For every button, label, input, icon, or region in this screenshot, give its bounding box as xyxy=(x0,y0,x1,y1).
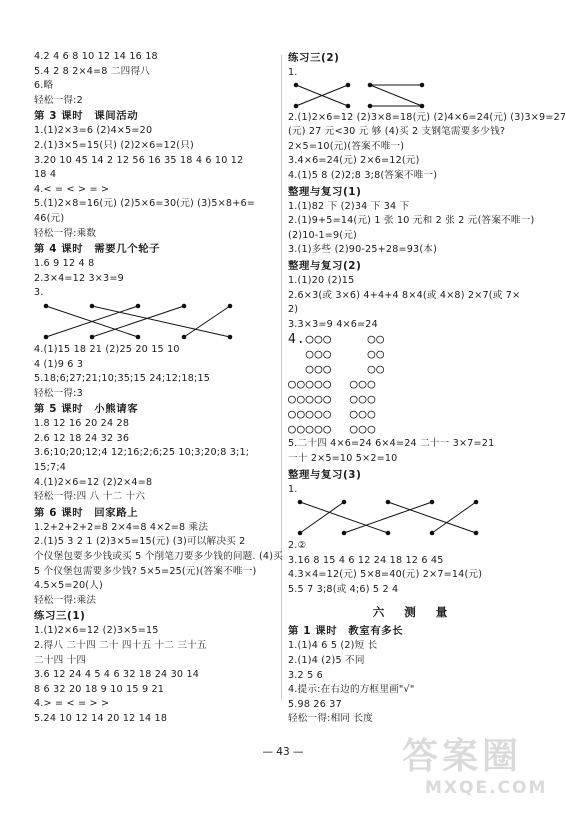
unit-title: 六 测 量 xyxy=(372,605,456,620)
answer-line: 2) xyxy=(288,304,299,316)
answer-line: 轻松一得:乘数 xyxy=(34,227,97,239)
end-dot xyxy=(294,82,299,87)
answer-line: 1.6 9 12 4 8 xyxy=(34,258,95,270)
top-dot xyxy=(136,304,141,309)
connector-line xyxy=(300,502,388,533)
answer-line: 3.(1)多些 (2)90-25+28=93(本) xyxy=(288,244,438,256)
connector-line xyxy=(432,502,476,533)
connector-line xyxy=(92,306,184,337)
answer-line: 4.(1)5 8 (2)2;8 3;8(答案不唯一) xyxy=(288,169,438,181)
matching-diagram-exercise3-2 xyxy=(288,81,538,111)
answer-line: 4 (1)9 6 3 xyxy=(34,358,84,370)
bottom-dot xyxy=(136,335,141,340)
answer-line: 2.3×4=12 3×3=9 xyxy=(34,272,124,284)
lesson-heading: 整理与复习(3) xyxy=(288,468,362,481)
answer-line: 轻松一得:相同 长度 xyxy=(288,713,374,725)
answer-line: 1.(1)82 下 (2)34 下 34 下 xyxy=(288,200,410,212)
end-dot xyxy=(346,82,351,87)
connector-line xyxy=(300,502,344,533)
top-dot xyxy=(474,500,479,505)
answer-line: 2.② xyxy=(288,540,307,552)
top-dot xyxy=(44,304,49,309)
answer-line: 一十 2×5=10 5×2=10 xyxy=(288,452,398,464)
answer-line: 5.98 26 37 xyxy=(288,698,342,710)
answer-line: 5 个仪堡包需要多少钱? 5×5=25(元)(答案不唯一) xyxy=(34,565,257,577)
lesson-heading: 练习三(2) xyxy=(288,52,340,64)
top-dot xyxy=(298,500,303,505)
answer-line: 4.(1)2×6=12 (2)2×4=8 xyxy=(34,476,153,488)
connector-line xyxy=(184,306,230,337)
answer-line: 1. xyxy=(288,67,298,78)
answer-line: 轻松一得:四 八 十二 十六 xyxy=(34,491,146,503)
matching-diagram-review3 xyxy=(288,497,538,539)
answer-line: (2)10-1=9(元) xyxy=(288,229,357,241)
answer-line: 2.(1)3×5=15(只) (2)2×6=12(只) xyxy=(34,139,194,151)
answer-line: 5.(1)2×8=16(元) (2)5×6=30(元) (3)5×8+6= xyxy=(34,198,255,210)
bottom-dot xyxy=(342,531,347,536)
answer-line: 个仪堡包要多少钱或买 5 个削笔刀要多少钱的问题. (4)买 xyxy=(34,551,283,563)
answer-line: 3.4×6=24(元) 2×6=12(元) xyxy=(288,155,420,167)
right-column xyxy=(288,50,566,727)
answer-line: 1.(1)2×3=6 (2)4×5=20 xyxy=(34,125,153,137)
answer-line: 3.20 10 45 14 2 12 56 16 35 18 4 6 10 12 xyxy=(34,154,244,166)
connector-line xyxy=(92,306,230,337)
end-dot xyxy=(346,103,351,108)
bottom-dot xyxy=(386,531,391,536)
answer-line: 2.(1)5 3 2 1 (2)3×5=15(元) (3)可以解决买 2 xyxy=(34,536,246,548)
top-dot xyxy=(430,500,435,505)
end-dot xyxy=(420,82,425,87)
answer-line: 1.(1)4 6 5 (2)短 长 xyxy=(288,640,378,652)
answer-line: 1.(1)20 (2)15 xyxy=(288,274,355,286)
lesson-heading: 第 1 课时 教室有多长 xyxy=(288,625,404,638)
connector-line xyxy=(344,502,432,533)
answer-line: 1. xyxy=(288,483,298,495)
answer-line: 轻松一得:3 xyxy=(34,387,83,399)
lesson-heading: 第 4 课时 需要几个轮子 xyxy=(34,243,161,256)
answer-line: 4.提示:在右边的方框里画"√" xyxy=(288,684,415,696)
answer-line: 2.(1)9+5=14(元) 1 张 10 元和 2 张 2 元(答案不唯一) xyxy=(288,215,535,227)
lesson-heading: 练习三(1) xyxy=(34,610,86,623)
top-dot xyxy=(182,304,187,309)
bottom-dot xyxy=(228,335,233,340)
answer-line: 2.得八 二十四 二十 四十五 十二 三十五 xyxy=(34,640,207,651)
watermark-logo: 答案圈 xyxy=(402,736,523,777)
answer-line: 3.2 5 6 xyxy=(288,669,323,681)
answer-line: 5.18;6;27;21;10;35;15 24;12;18;15 xyxy=(34,373,211,385)
left-column xyxy=(34,50,284,727)
connector-line xyxy=(388,502,476,533)
lesson-heading: 第 5 课时 小熊请客 xyxy=(34,403,139,416)
lesson-heading: 第 6 课时 回家路上 xyxy=(34,506,139,519)
bottom-dot xyxy=(90,335,95,340)
page-number: — 43 — xyxy=(262,746,304,758)
connector-line xyxy=(370,85,422,106)
watermark-url: MXQE.COM xyxy=(425,778,548,798)
answer-line: 15;7;4 xyxy=(34,462,67,474)
answer-line: 46(元) xyxy=(34,212,65,224)
top-dot xyxy=(90,304,95,309)
top-dot xyxy=(342,500,347,505)
bottom-dot xyxy=(430,531,435,536)
answer-line: 8 6 32 20 18 9 10 15 9 21 xyxy=(34,683,165,695)
answer-line: 3.16 8 15 4 6 12 24 18 12 6 45 xyxy=(288,554,444,566)
answer-line: 2.6 12 18 24 32 36 xyxy=(34,432,130,444)
answer-line: (元) 27 元<30 元 够 (4)买 2 支钢笔需要多少钱? xyxy=(288,126,506,138)
answer-line: 4.(1)15 18 21 (2)25 20 15 10 xyxy=(34,343,180,355)
top-dot xyxy=(386,500,391,505)
answer-line: 3.6 12 24 4 5 4 6 32 18 24 30 14 xyxy=(34,669,200,681)
answer-line: 3.6;10;20;12;4 12;16;2;6;25 10;3;20;8 3;1; xyxy=(34,447,250,459)
answer-line: 2.6×3(或 3×6) 4+4+4 8×4(或 4×8) 2×7(或 7× xyxy=(288,289,521,301)
bottom-dot xyxy=(44,335,49,340)
answer-line: 18 4 xyxy=(34,169,57,181)
circle-drawing-answer: 4.○○○ ○○ ○○○ ○○ ○○○ ○○ ○○○○○ ○○○ ○○○○○ ○○○ ○○○○○ ○○○ ○○○○○ ○○○ xyxy=(288,332,386,438)
answer-line: 5.4 2 8 2×4=8 二四得八 xyxy=(34,65,151,77)
answer-line: 1.(1)2×6=12 (2)3×5=15 xyxy=(34,625,159,637)
lesson-heading: 整理与复习(2) xyxy=(288,259,362,272)
lesson-heading: 第 3 课时 课间活动 xyxy=(34,110,139,123)
answer-line: 3. xyxy=(34,287,44,299)
end-dot xyxy=(420,103,425,108)
answer-line: 2×5=10(元)(答案不唯一) xyxy=(288,140,405,152)
end-dot xyxy=(294,103,299,108)
answer-line: 1.8 12 16 20 24 28 xyxy=(34,418,130,430)
answer-line: 4.< = < > = > xyxy=(34,183,110,195)
answer-line: 2.(1)2×6=12 (2)3×8=18(元) (2)4×6=24(元) (3)3×9=27 xyxy=(288,111,566,123)
answer-line: 4.> = < = > > xyxy=(34,698,110,710)
answer-line: 轻松一得:2 xyxy=(34,94,83,106)
answer-line: 5.24 10 12 14 20 12 14 18 xyxy=(34,712,168,724)
lesson-heading: 整理与复习(1) xyxy=(288,185,362,198)
answer-line: 5.5 7 3;8(或 4;6) 5 2 4 xyxy=(288,583,399,595)
end-dot xyxy=(368,82,373,87)
answer-line: 轻松一得:乘法 xyxy=(34,594,97,606)
end-dot xyxy=(368,103,373,108)
answer-line: 1.2+2+2+2=8 2×4=8 4×2=8 乘法 xyxy=(34,521,209,533)
answer-line: 3.3×3=9 4×6=24 xyxy=(288,318,378,330)
answer-line: 6.略 xyxy=(34,80,54,92)
answer-line: 4.2 4 6 8 10 12 14 16 18 xyxy=(34,51,158,62)
answer-line: 二十四 十四 xyxy=(34,654,87,666)
bottom-dot xyxy=(298,531,303,536)
answer-line: 5.二十四 4×6=24 6×4=24 二十一 3×7=21 xyxy=(288,438,495,450)
answer-line: 2.(1)4 (2)5 不同 xyxy=(288,655,365,667)
bottom-dot xyxy=(182,335,187,340)
top-dot xyxy=(228,304,233,309)
answer-line: 4.5×5=20(人) xyxy=(34,580,103,592)
answer-line: 4.3×4=12(元) 5×8=40(元) 2×7=14(元) xyxy=(288,569,483,581)
bottom-dot xyxy=(474,531,479,536)
matching-diagram-lesson4 xyxy=(34,301,284,343)
